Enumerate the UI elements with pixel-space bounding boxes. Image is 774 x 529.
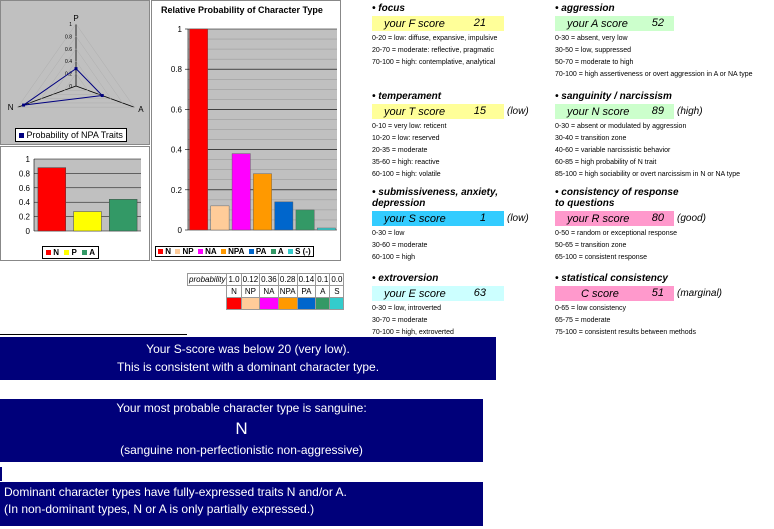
bar-na [232,154,250,230]
type-cell: PA [297,286,316,298]
npa-bar-chart-panel [0,146,150,261]
sanguinity-score-label: your N score [567,105,630,118]
probability-row [188,274,344,286]
extroversion-score-label: your E score [384,287,446,300]
range-line: 30-50 = low, suppressed [555,47,632,54]
radar-point [22,104,25,107]
aggression-title: aggression [561,3,615,14]
tick-label: 0 [25,227,30,236]
radar-axis-label: P [73,14,79,23]
color-swatch [227,298,241,310]
range-line: 75-100 = consistent results between methods [555,329,697,336]
temperament-note: (low) [507,106,529,117]
type-cell: NA [260,286,279,298]
consistency-title: consistency of response [561,187,679,198]
extroversion-section: • extroversion your E score 63 0-30 = low, introverted 30-70 = moderate 70-100 = high, extroverted [372,273,504,339]
radar-tick-label: 0.2 [65,71,72,78]
consistency-title-2: to questions [555,198,615,209]
range-line: 50-65 = transition zone [555,242,627,249]
extroversion-title: extroversion [378,273,439,284]
range-line: 30-40 = transition zone [555,135,627,142]
aggression-score-label: your A score [567,17,628,30]
range-line: 40-60 = variable narcissistic behavior [555,147,671,154]
submissiveness-note: (low) [507,213,529,224]
tick-label: 0.2 [18,212,30,222]
extroversion-score-value: 63 [473,287,486,299]
sanguinity-section: • sanguinity / narcissism your N score 89 (high) 0-30 = absent or modulated by aggression 30-40 = transition zone 40-60 = variable narcissistic behavior 60-85 = high probability of N trait 85-100 = high sociability or overt narcissism in N or NA type [555,91,740,181]
type-cell: A [316,286,330,298]
statistical-title: statistical consistency [561,273,668,284]
sanguinity-ranges [555,121,740,181]
range-line: 50-70 = moderate to high [555,59,634,66]
focus-ranges [372,33,504,69]
range-line: 0-30 = absent, very low [555,35,628,42]
dominant-type-message [0,482,483,526]
radar-axis-line [76,86,134,107]
tick-label: 0.8 [18,169,30,179]
type-cell: S [330,286,344,298]
range-line: 10-20 = low: reserved [372,135,440,142]
bar-np [211,206,229,230]
type-line-3: (sanguine non-perfectionistic non-aggressive) [120,443,363,457]
sscore-line-1: Your S-score was below 20 (very low). [146,342,350,356]
tick-label: 0 [177,226,182,235]
consistency-score-label: your R score [567,212,630,225]
radar-chart [1,1,149,144]
range-line: 65-75 = moderate [555,317,611,324]
extroversion-score-bar [372,286,504,301]
submissiveness-title-2: depression [372,198,426,209]
color-swatch [297,298,316,310]
type-cell: NP [241,286,260,298]
legend-pa: PA [255,247,267,256]
consistency-score-value: 80 [651,212,664,224]
tick-label: 1 [177,25,182,34]
chart-title: Relative Probability of Character Type [161,5,323,15]
bar-pa [275,202,293,230]
range-line: 0-20 = low: diffuse, expansive, impulsive [372,35,498,42]
aggression-score-value: 52 [651,17,664,29]
character-type-message [0,399,483,462]
prob-cell: 1.0 [228,275,240,284]
range-line: 60-85 = high probability of N trait [555,159,657,166]
left-marker [0,467,2,481]
range-line: 0-30 = low [372,230,405,237]
temperament-score-label: your T score [384,105,446,118]
submissiveness-section: • submissiveness, anxiety, depression your S score 1 (low) 0-30 = low 30-60 = moderate 60-100 = high [372,187,504,264]
range-line: 0-65 = low consistency [555,305,627,312]
bar-a [296,210,314,230]
radar-tick-label: 0.8 [65,34,72,41]
submissiveness-title: submissiveness, anxiety, [378,187,498,198]
range-line: 0-30 = low, introverted [372,305,442,312]
range-line: 0-50 = random or exceptional response [555,230,677,237]
prob-cell: 0.12 [242,275,259,284]
type-cell: NPA [279,287,296,296]
legend-na: NA [205,247,217,256]
consistency-ranges [555,228,679,264]
range-line: 60-100 = high: volatile [372,171,441,178]
bar-a [109,199,137,231]
range-line: 65-100 = consistent response [555,254,648,261]
npa-bar-legend [42,246,99,259]
statistical-ranges [555,303,696,339]
divider [0,334,187,335]
radar-axis-label: A [138,105,144,115]
color-row [188,298,344,310]
temperament-ranges [372,121,504,181]
tick-label: 0.4 [170,145,182,155]
aggression-section: • aggression your A score 52 0-30 = absent, very low 30-50 = low, suppressed 50-70 = moderate to high 70-100 = high assertiveness or overt aggression in A or NA type [555,3,752,81]
temperament-section: • temperament your T score 15 (low) 0-10 = very low: reticent 10-20 = low: reserved 20-35 = moderate 35-60 = high: reactive 60-100 = high: volatile [372,91,504,181]
range-line: 30-60 = moderate [372,242,428,249]
range-line: 20-70 = moderate: reflective, pragmatic [372,47,494,54]
focus-section: • focus your F score 21 0-20 = low: diffuse, expansive, impulsive 20-70 = moderate: reflective, pragmatic 70-100 = high: contemplative, analytical [372,3,504,69]
character-type-chart-panel [151,0,341,261]
bar-npa [253,174,271,230]
color-swatch [278,298,297,310]
dominant-line-1: Dominant character types have fully-expressed traits N and/or A. [4,485,347,499]
consistency-note: (good) [677,213,706,224]
range-line: 0-30 = absent or modulated by aggression [555,123,687,130]
prob-cell: 0.0 [331,275,343,284]
aggression-score-bar [555,16,674,31]
sanguinity-score-value: 89 [651,105,664,117]
statistical-score-bar [555,286,723,301]
character-type-legend [155,246,314,257]
tick-label: 1 [25,155,30,164]
prob-cell: 0.14 [298,275,315,284]
bar-p [74,212,102,231]
radar-axis-label: N [7,103,14,113]
prob-cell: 0.36 [261,275,277,284]
bar-n [38,168,66,231]
radar-tick-label: 1 [69,22,72,28]
range-line: 0-10 = very low: reticent [372,123,447,130]
color-swatch [330,298,344,310]
tick-label: 0.2 [170,185,182,195]
range-line: 70-100 = high: contemplative, analytical [372,59,496,66]
legend-np: NP [182,247,194,256]
range-line: 85-100 = high sociability or overt narcissism in N or NA type [555,171,740,178]
tick-label: 0.6 [170,105,182,115]
focus-score-value: 21 [473,17,486,29]
legend-p: P [71,248,77,257]
character-type-chart [152,1,340,260]
probability-label: probability [189,275,226,284]
consistency-score-bar [555,211,706,226]
sscore-line-2: This is consistent with a dominant character type. [116,360,380,374]
character-type-code: N [235,419,248,438]
tick-label: 0.6 [18,183,30,193]
tick-label: 0.8 [170,65,182,75]
consistency-section: • consistency of response to questions your R score 80 (good) 0-50 = random or exceptional response 50-65 = transition zone 65-100 = consistent response [555,187,679,264]
probability-table [187,273,344,310]
range-line: 60-100 = high [372,254,416,261]
sanguinity-note: (high) [677,106,703,117]
submissiveness-score-bar [372,211,529,226]
range-line: 30-70 = moderate [372,317,428,324]
legend-n: N [53,248,60,257]
legend-a: A [277,247,284,256]
submissiveness-score-value: 1 [479,212,486,224]
focus-title: focus [378,3,405,14]
color-swatch [260,298,279,310]
submissiveness-score-label: your S score [384,212,446,225]
tick-label: 0.4 [18,198,30,208]
range-line: 70-100 = high assertiveness or overt aggression in A or NA type [555,71,753,78]
range-line: 70-100 = high, extroverted [372,329,454,336]
color-swatch [241,298,260,310]
focus-score-label: your F score [384,17,445,30]
radar-chart-panel [0,0,150,145]
radar-legend-label: Probability of NPA Traits [26,130,123,140]
radar-tick-label: 0.6 [65,46,72,53]
bar-n [189,29,207,230]
temperament-score-bar [372,104,529,119]
sanguinity-score-bar [555,104,703,119]
legend-swatch [19,133,24,138]
bar-s [317,228,335,230]
aggression-ranges [555,33,752,81]
radar-point [101,94,104,97]
color-swatch [316,298,330,310]
statistical-note: (marginal) [677,288,723,299]
radar-tick-label: 0.4 [65,59,72,66]
legend-npa: NPA [228,247,245,256]
temperament-score-value: 15 [473,105,486,117]
type-cell: N [227,286,241,298]
range-line: 20-35 = moderate [372,147,428,154]
type-line-1: Your most probable character type is sanguine: [116,401,367,415]
legend-s: S (-) [295,247,311,256]
extroversion-ranges [372,303,504,339]
statistical-section: • statistical consistency C score 51 (marginal) 0-65 = low consistency 65-75 = moderate 75-100 = consistent results between methods [555,273,696,339]
prob-cell: 0.28 [279,275,296,284]
radar-tick-label: 0 [69,84,72,90]
radar-point [75,67,78,70]
legend-n: N [165,247,172,256]
prob-cell: 0.1 [317,275,329,284]
submissiveness-ranges [372,228,504,264]
sanguinity-title: sanguinity / narcissism [561,91,672,102]
radar-series-line [24,69,103,105]
npa-bar-chart [1,147,149,260]
legend-a: A [89,248,96,257]
statistical-score-value: 51 [651,287,664,299]
focus-score-bar [372,16,504,31]
dominant-line-2: (In non-dominant types, N or A is only partially expressed.) [4,502,315,516]
temperament-title: temperament [378,91,442,102]
type-row [188,286,344,298]
sscore-message [0,337,496,380]
statistical-score-label: C score [581,287,619,300]
range-line: 35-60 = high: reactive [372,159,440,166]
radar-legend [15,128,127,142]
